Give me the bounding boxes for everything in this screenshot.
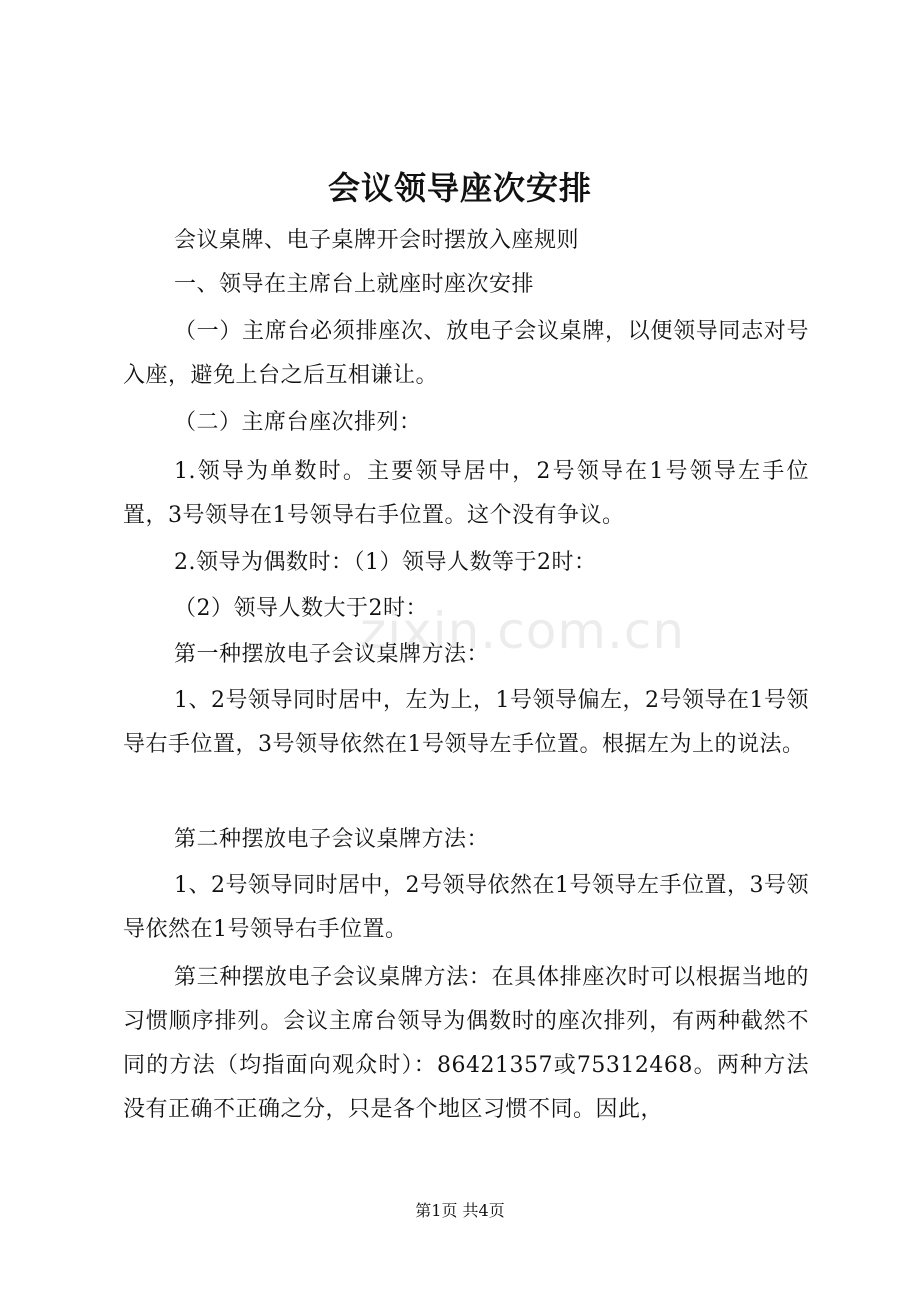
paragraph-5: 1.领导为单数时。主要领导居中，2号领导在1号领导左手位置，3号领导在1号领导右手位置。这个没有争议。	[123, 459, 809, 528]
paragraph-11: 1、2号领导同时居中，2号领导依然在1号领导左手位置，3号领导依然在1号领导右手位置。	[123, 873, 809, 942]
paragraph-2: 一、领导在主席台上就座时座次安排	[174, 272, 535, 297]
paragraph-4: （二）主席台座次排列：	[174, 410, 422, 435]
paragraph-3: （一）主席台必须排座次、放电子会议桌牌，以便领导同志对号入座，避免上台之后互相谦让。	[123, 319, 809, 388]
paragraph-9: 1、2号领导同时居中，左为上，1号领导偏左，2号领导在1号领导右手位置，3号领导依然在1号领导左手位置。根据左为上的说法。	[123, 688, 809, 757]
paragraph-8: 第一种摆放电子会议桌牌方法：	[174, 642, 490, 667]
page-footer: 第1页 共4页	[415, 1201, 505, 1220]
paragraph-1: 会议桌牌、电子桌牌开会时摆放入座规则	[174, 228, 580, 253]
paragraph-7: （2）领导人数大于2时：	[174, 596, 428, 621]
page-title: 会议领导座次安排	[327, 169, 592, 207]
paragraph-10: 第二种摆放电子会议桌牌方法：	[174, 827, 490, 852]
paragraph-6: 2.领导为偶数时：（1）领导人数等于2时：	[174, 550, 597, 575]
paragraph-12: 第三种摆放电子会议桌牌方法：在具体排座次时可以根据当地的习惯顺序排列。会议主席台领导为偶数时的座次排列，有两种截然不同的方法（均指面向观众时）：86421357或75312468。两种方法没有正确不正确之分，只是各个地区习惯不同。因此，	[123, 965, 809, 1122]
watermark: zixin.com.cn	[360, 602, 686, 660]
